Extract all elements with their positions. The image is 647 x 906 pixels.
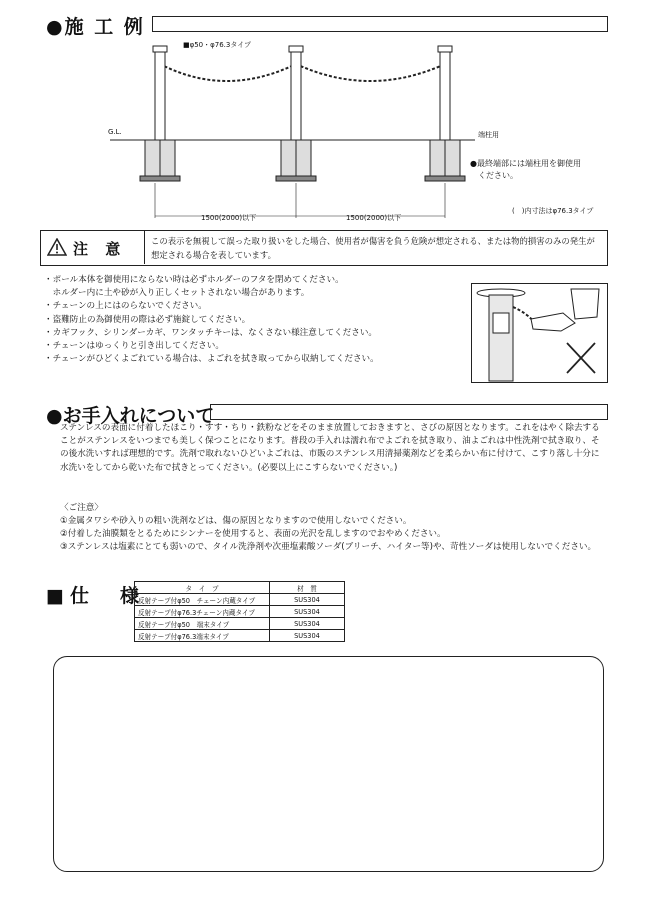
end-post-label: 端柱用 <box>478 131 499 139</box>
post-3 <box>425 46 465 181</box>
spec-material-cell: SUS304 <box>270 606 345 618</box>
chain-warning-illustration <box>471 283 608 383</box>
caution-item: ・カギフック、シリンダーカギ、ワンタッチキーは、なくさない様注意してください。 <box>44 327 378 338</box>
caution-item: ・チェーンの上にはのらないでください。 <box>44 301 207 312</box>
type-label: ■φ50・φ76.3タイプ <box>183 41 251 49</box>
care-paragraph: ステンレスの表面に付着したほこり・すす・ちり・鉄粉などをそのまま放置しておきますと、さびの原因となります。これをはやく除去することがステンレスをいつまでも美しく保つことになります。普段の手入れは濡れ布でよごれを拭き取り、油よごれは中性洗剤で拭き取り、その後水洗いすれば理想的です。洗剤で取れないひどいよごれは、市販のステンレス用清掃薬剤などを柔らかい布に付けて、こすり落し十分に水洗いをしてから乾いた布で拭きとってください。(必要以上にこすらないでください。) <box>60 423 600 473</box>
caution-label-cell <box>41 231 145 264</box>
caution-item: ・チェーンがひどくよごれている場合は、よごれを拭き取ってから収納してください。 <box>44 354 379 365</box>
table-row <box>135 606 345 618</box>
end-note: ●最終端部には端柱用を御使用 ください。 <box>470 159 581 180</box>
spec-material-cell: SUS304 <box>270 618 345 630</box>
care-note-header: 〈ご注意〉 <box>60 503 103 513</box>
chain-1 <box>160 64 296 81</box>
dimension-note: ( )内寸法はφ76.3タイプ <box>512 207 594 215</box>
caution-text: この表示を無視して誤った取り扱いをした場合、使用者が傷害を負う危険が想定される、または物的損害のみの発生が想定される場合を表しています。 <box>151 236 595 260</box>
post-2 <box>276 46 316 181</box>
care-notes <box>60 515 608 555</box>
section-title-spec: ■仕 様 <box>46 585 145 607</box>
gl-label: G.L. <box>108 128 122 136</box>
section-title-installation: ●施 工 例 <box>46 16 145 38</box>
caution-item: ・チェーンはゆっくりと引き出してください。 <box>44 341 224 352</box>
caution-item: ・盗難防止の為御使用の際は必ず施錠してください。 <box>44 314 251 325</box>
spec-type-cell: 反射テープ付φ50 端末タイプ <box>135 618 270 630</box>
spec-header-row <box>135 582 345 594</box>
table-row <box>135 630 345 642</box>
memo-box <box>53 656 604 872</box>
caution-label: 注 意 <box>73 240 127 258</box>
caution-box <box>40 230 608 266</box>
spec-header-material: 材 質 <box>270 582 345 594</box>
care-note: ③ステンレスは塩素にとても弱いので、タイル洗浄剤や次亜塩素酸ソーダ(ブリーチ、ハイター等)や、苛性ソーダは使用しないでください。 <box>60 542 597 553</box>
spec-material-cell: SUS304 <box>270 630 345 642</box>
caution-item: ・ポール本体を御使用にならない時は必ずホルダーのフタを閉めてください。 <box>44 275 344 285</box>
care-note: ①金属タワシや砂入りの粗い洗剤などは、傷の原因となりますので使用しないでください。 <box>60 516 412 526</box>
caution-list <box>44 274 464 366</box>
spec-type-cell: 反射テープ付φ76.3チェーン内蔵タイプ <box>135 606 270 618</box>
care-note: ②付着した油膜類をとるためにシンナーを使用すると、表面の光沢を乱しますのでおやめください。 <box>60 529 446 540</box>
caution-item: ホルダー内に土や砂が入り正しくセットされない場合があります。 <box>44 288 310 299</box>
title-bar <box>152 16 608 32</box>
spec-material-cell: SUS304 <box>270 594 345 606</box>
dimension-label-1: 1500(2000)以下 <box>201 214 257 222</box>
table-row <box>135 594 345 606</box>
table-row <box>135 618 345 630</box>
spec-table <box>134 581 345 642</box>
installation-diagram <box>100 38 480 218</box>
spec-header-type: タ イ プ <box>135 582 270 594</box>
spec-type-cell: 反射テープ付φ50 チェーン内蔵タイプ <box>135 594 270 606</box>
post-1 <box>140 46 180 181</box>
title-bar <box>210 404 608 420</box>
spec-type-cell: 反射テープ付φ76.3端末タイプ <box>135 630 270 642</box>
warning-triangle-icon <box>47 238 67 256</box>
chain-2 <box>296 64 445 81</box>
dimension-label-2: 1500(2000)以下 <box>346 214 402 222</box>
section-title-care: ●お手入れについて <box>46 405 215 427</box>
